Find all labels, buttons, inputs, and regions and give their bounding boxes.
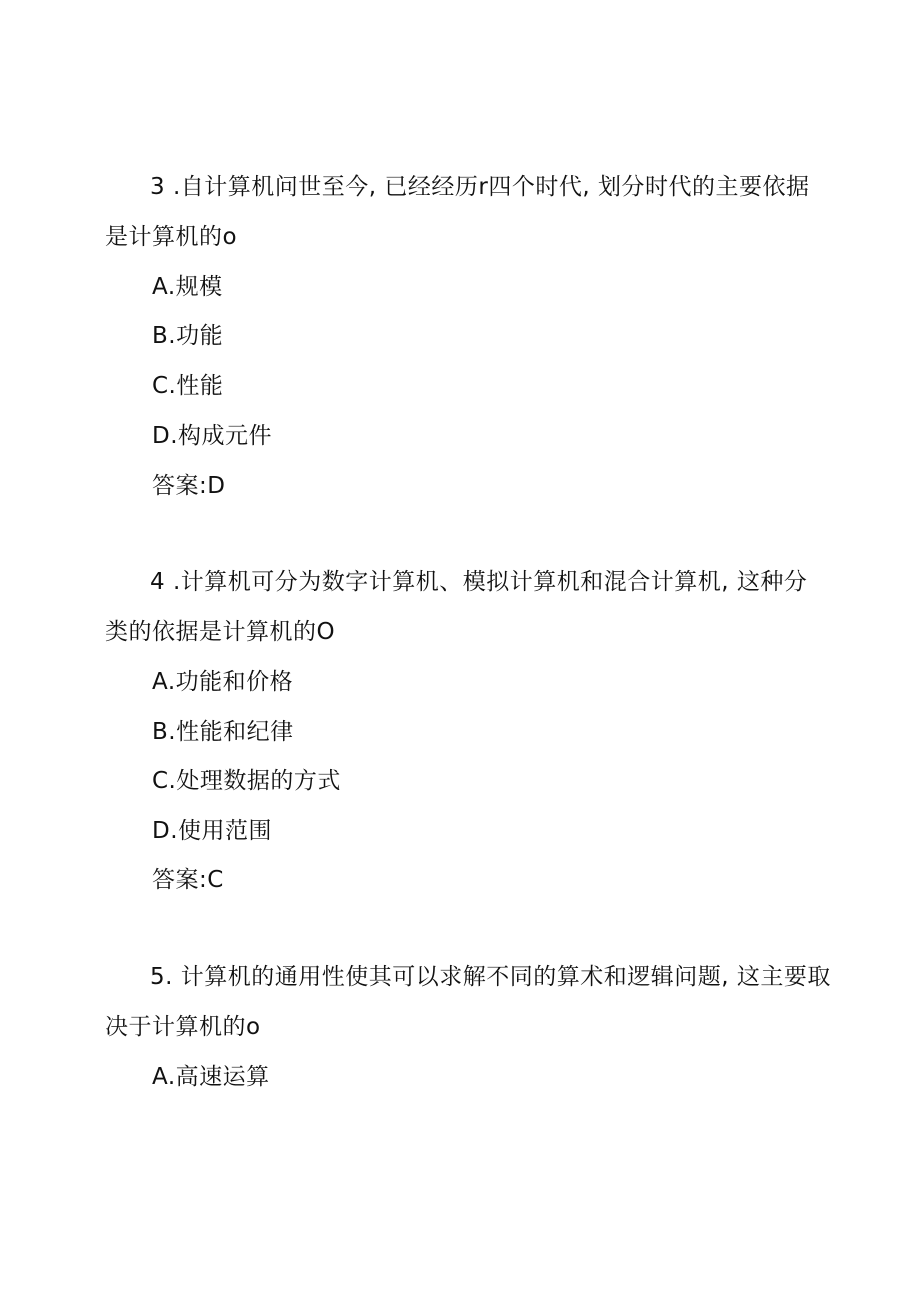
option-d: D.构成元件 bbox=[152, 423, 273, 449]
question-stem-line: 4 .计算机可分为数字计算机、模拟计算机和混合计算机, 这种分 bbox=[150, 569, 808, 595]
question-stem-line: 3 .自计算机问世至今, 已经经历r四个时代, 划分时代的主要依据 bbox=[150, 174, 810, 200]
answer: 答案:D bbox=[152, 473, 226, 499]
question-stem-line: 类的依据是计算机的O bbox=[105, 619, 336, 645]
question-stem-line: 5. 计算机的通用性使其可以求解不同的算术和逻辑问题, 这主要取 bbox=[150, 964, 831, 990]
option-d: D.使用范围 bbox=[152, 818, 273, 844]
option-b: B.性能和纪律 bbox=[152, 719, 294, 745]
option-b: B.功能 bbox=[152, 323, 224, 349]
option-a: A.高速运算 bbox=[152, 1064, 270, 1090]
option-a: A.规模 bbox=[152, 274, 223, 300]
answer: 答案:C bbox=[152, 867, 224, 893]
option-c: C.处理数据的方式 bbox=[152, 768, 341, 794]
option-a: A.功能和价格 bbox=[152, 669, 294, 695]
question-stem-line: 是计算机的o bbox=[105, 224, 238, 250]
option-c: C.性能 bbox=[152, 373, 224, 399]
question-stem-line: 决于计算机的o bbox=[105, 1014, 261, 1040]
